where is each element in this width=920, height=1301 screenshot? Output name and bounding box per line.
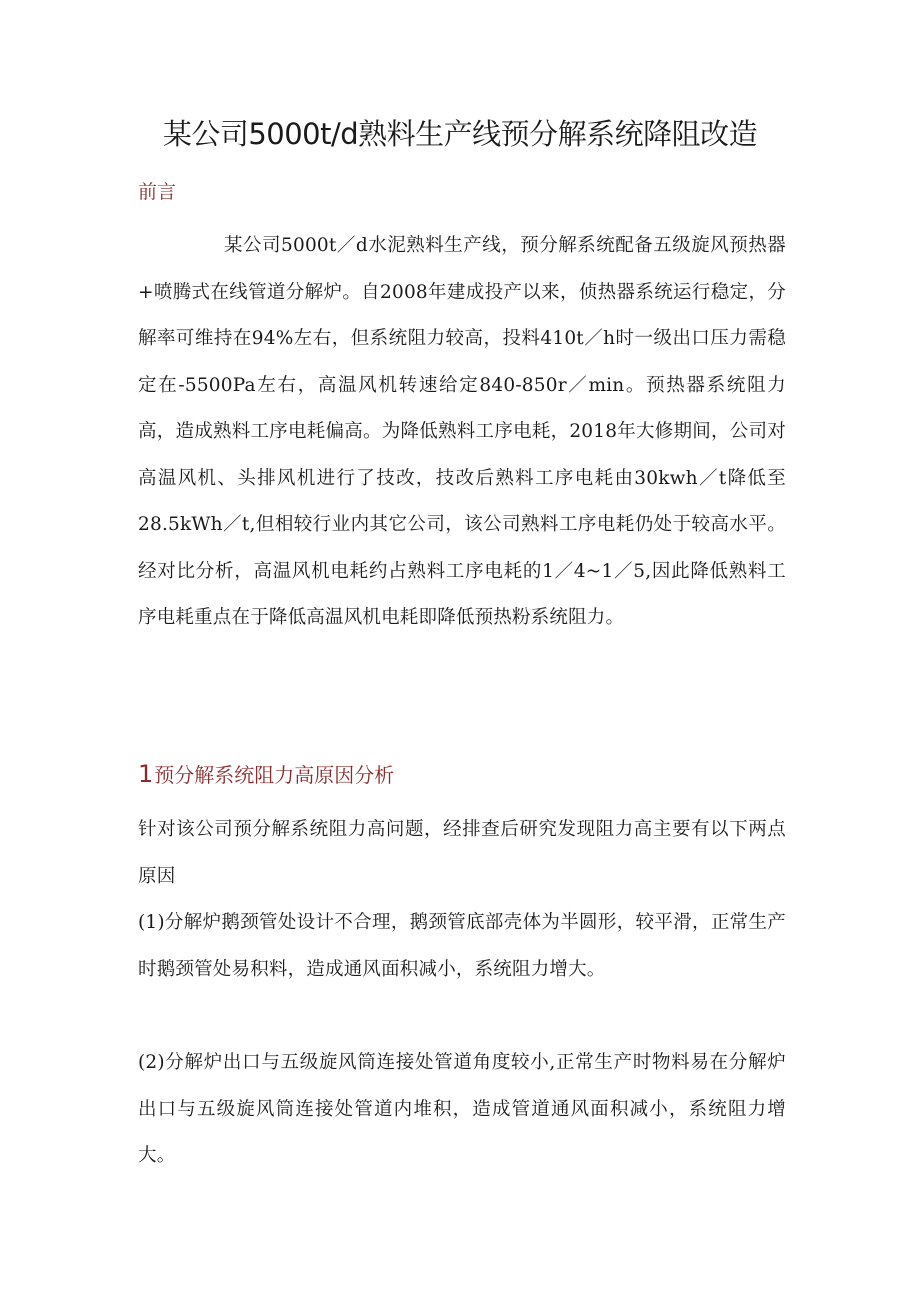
section-1-number: 1 — [138, 760, 154, 788]
section-1-intro: 针对该公司预分解系统阻力高问题，经排查后研究发现阻力高主要有以下两点原因 — [138, 819, 786, 887]
section-1-reason-2: (2)分解炉出口与五级旋风筒连接处管道角度较小,正常生产时物料易在分解炉出口与五级旋风筒连接处管道内堆积，造成管道通风面积减小，系统阻力增大。 — [138, 1052, 786, 1166]
section-1-title: 预分解系统阻力高原因分析 — [154, 763, 395, 787]
document-title: 某公司5000t/d熟料生产线预分解系统降阻改造 — [162, 117, 758, 151]
section-1-reason-1: (1)分解炉鹅颈管处设计不合理，鹅颈管底部壳体为半圆形，较平滑，正常生产时鹅颈管处易积料，造成通风面积减小，系统阻力增大。 — [138, 912, 786, 980]
preface-heading: 前言 — [138, 181, 177, 203]
section-1-heading — [138, 760, 394, 789]
preface-paragraph: 某公司5000t／d水泥熟料生产线，预分解系统配备五级旋风预热器+喷腾式在线管道分解炉。自2008年建成投产以来，侦热器系统运行稳定，分解率可维持在94%左右，但系统阻力较高，投料410t／h时一级出口压力需稳定在-5500Pa左右，高温风机转速给定840-850r／min。预热器系统阻力高，造成熟料工序电耗偏高。为降低熟料工序电耗，2018年大修期间，公司对高温风机、头排风机进行了技改，技改后熟料工序电耗由30kwh／t降低至28.5kWh／t,但相较行业内其它公司，该公司熟料工序电耗仍处于较高水平。经对比分析，高温风机电耗约占熟料工序电耗的1／4~1／5,因此降低熟料工序电耗重点在于降低高温风机电耗即降低预热粉系统阻力。 — [138, 235, 786, 628]
